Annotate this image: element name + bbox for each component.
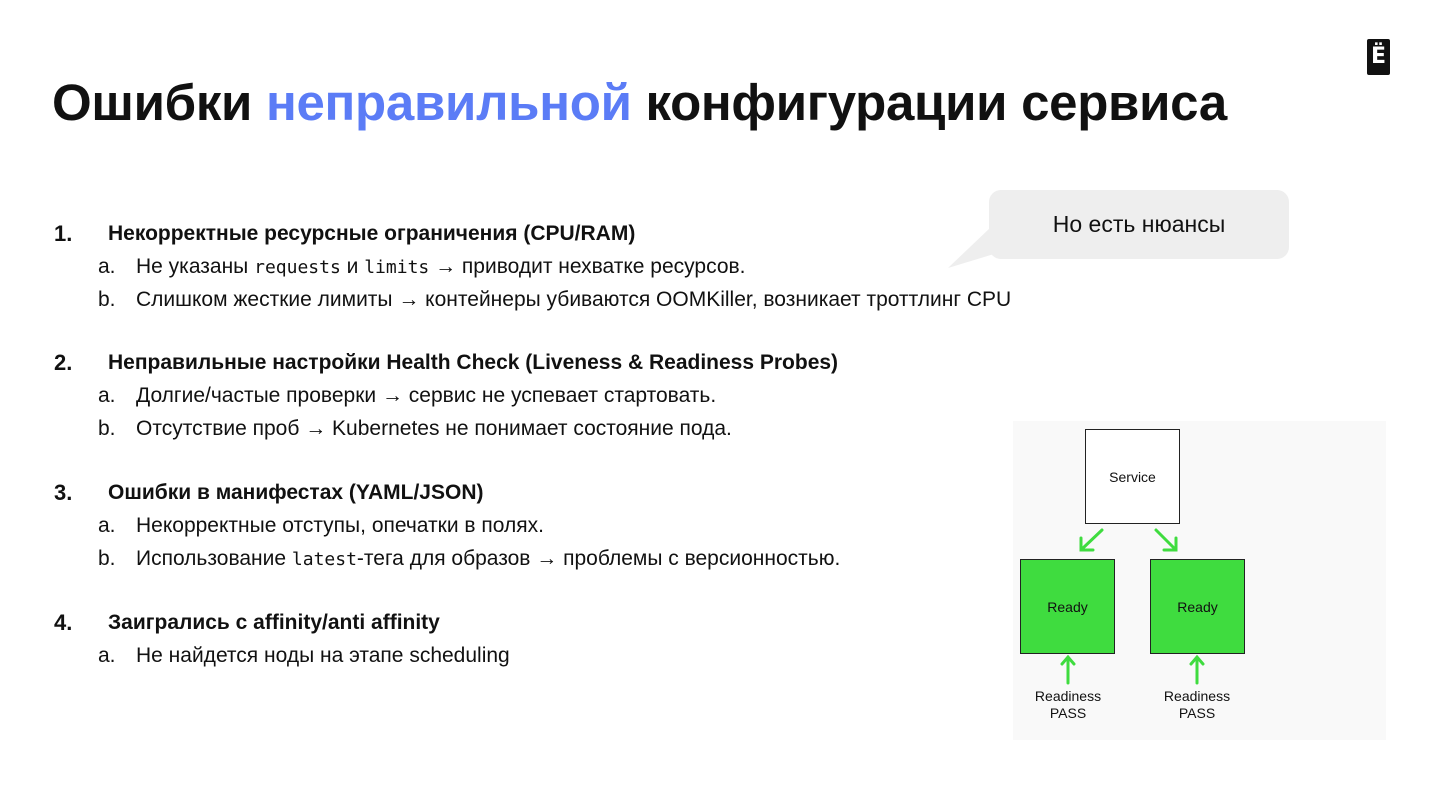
list-item — [52, 283, 1132, 316]
caption-line: PASS — [1049, 705, 1087, 721]
page-title — [52, 68, 1227, 138]
list-item — [52, 250, 1132, 283]
item-letter: a. — [98, 644, 116, 667]
code-latest: latest — [291, 549, 357, 570]
section-heading-text: Заигрались с affinity/anti affinity — [108, 611, 440, 634]
list-section-3 — [52, 476, 1132, 575]
section-heading — [52, 217, 1132, 250]
code-limits: limits — [364, 257, 430, 278]
title-part-1: Ошибки — [52, 74, 253, 131]
caption-line: Readiness — [1034, 688, 1102, 704]
section-number: 2. — [54, 350, 73, 375]
title-part-2: конфигурации сервиса — [645, 74, 1227, 131]
list-item — [52, 412, 1132, 445]
section-heading — [52, 606, 1132, 639]
item-letter: b. — [98, 547, 116, 570]
service-label: Service — [1109, 468, 1156, 485]
arrow-service-to-ready-2 — [1156, 530, 1175, 549]
item-text-post: -тега для образов → проблемы с версионностью. — [356, 547, 841, 570]
item-letter: b. — [98, 417, 116, 440]
code-requests: requests — [254, 257, 341, 278]
section-heading — [52, 476, 1132, 509]
list-section-2 — [52, 346, 1132, 445]
item-text: Некорректные отступы, опечатки в полях. — [136, 514, 544, 537]
item-text: Отсутствие проб → Kubernetes не понимает состояние пода. — [136, 417, 732, 440]
brand-logo: Ë — [1367, 39, 1390, 75]
list-item — [52, 639, 1132, 672]
item-text: Слишком жесткие лимиты → контейнеры убиваются OOMKiller, возникает троттлинг CPU — [136, 288, 1012, 311]
item-text-pre: Использование — [136, 547, 292, 570]
callout-text: Но есть нюансы — [1052, 211, 1226, 237]
item-text — [136, 542, 840, 576]
caption-line: Readiness — [1163, 688, 1231, 704]
title-accent: неправильной — [265, 74, 632, 131]
item-letter: a. — [98, 255, 116, 278]
item-letter: a. — [98, 514, 116, 537]
ready-label-2: Ready — [1177, 598, 1218, 615]
caption-line: PASS — [1178, 705, 1216, 721]
item-text — [136, 250, 746, 284]
section-number: 4. — [54, 610, 73, 635]
ready-label-1: Ready — [1047, 598, 1088, 615]
item-letter: a. — [98, 384, 116, 407]
readiness-caption-1 — [1013, 688, 1123, 722]
readiness-diagram — [1013, 421, 1386, 740]
section-heading-text: Некорректные ресурсные ограничения (CPU/RAM) — [108, 222, 636, 245]
item-text-pre: Не указаны — [136, 255, 255, 278]
list-section-1 — [52, 217, 1132, 316]
arrow-service-to-ready-1 — [1082, 530, 1102, 549]
item-text: Долгие/частые проверки → сервис не успевает стартовать. — [136, 384, 717, 407]
section-number: 3. — [54, 480, 73, 505]
item-text-post: → приводит нехватке ресурсов. — [429, 255, 746, 278]
readiness-caption-2 — [1142, 688, 1252, 722]
item-text-mid: и — [340, 255, 365, 278]
section-heading — [52, 346, 1132, 379]
item-text: Не найдется ноды на этапе scheduling — [136, 644, 510, 667]
list-section-4 — [52, 606, 1132, 672]
section-number: 1. — [54, 221, 73, 246]
list-item — [52, 509, 1132, 542]
section-heading-text: Ошибки в манифестах (YAML/JSON) — [108, 481, 484, 504]
list-item — [52, 542, 1132, 575]
item-letter: b. — [98, 288, 116, 311]
list-item — [52, 379, 1132, 412]
section-heading-text: Неправильные настройки Health Check (Liveness & Readiness Probes) — [108, 351, 839, 374]
